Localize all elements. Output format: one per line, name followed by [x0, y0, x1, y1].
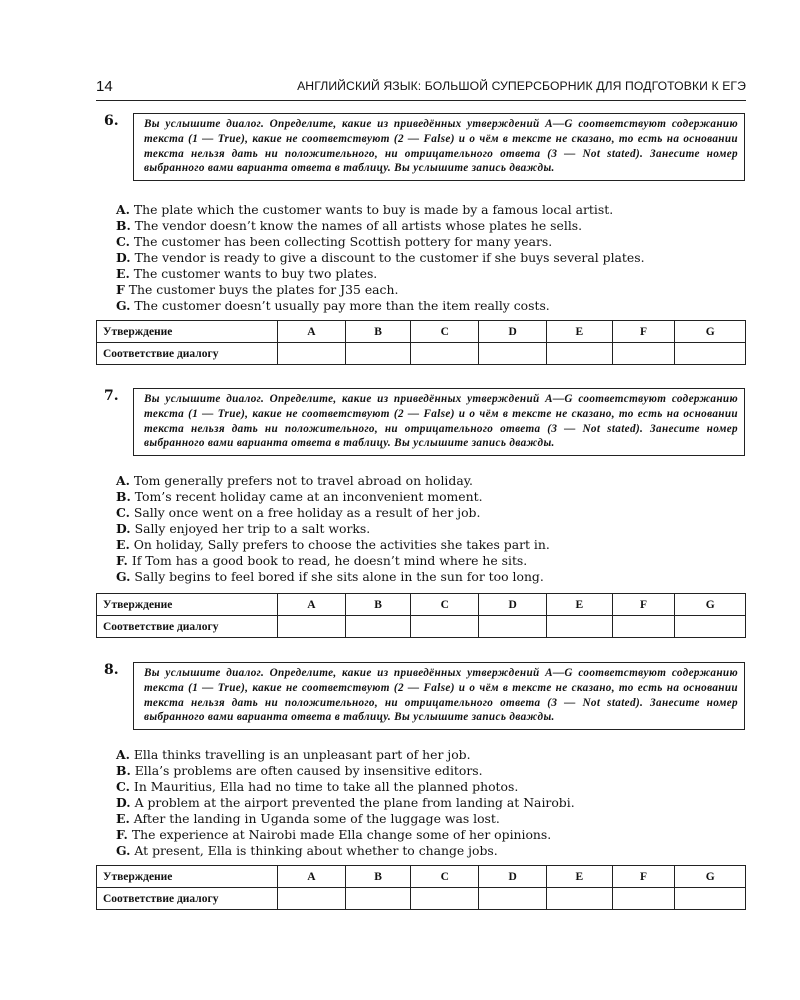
answer-cell[interactable]	[547, 616, 612, 638]
statement-item: C. Sally once went on a free holiday as a result of her job.	[116, 505, 481, 520]
statement-item: F. The experience at Nairobi made Ella change some of her opinions.	[116, 827, 552, 842]
task-instruction: Вы услышите диалог. Определите, какие из приведённых утверждений A—G соответствуют содержанию текста (1 — True), какие не соответствуют (2 — False) и о чём в тексте не сказано, то есть на основании текста нельзя дать ни положительного, ни отрицательного ответа (3 — Not stated). Занесите номер выбранного вами варианта ответа в таблицу. Вы услышите запись дважды.	[133, 113, 745, 181]
column-header: C	[411, 321, 479, 343]
answer-cell[interactable]	[345, 343, 410, 365]
answer-cell[interactable]	[547, 888, 612, 910]
statement-list	[116, 473, 550, 585]
answer-cell[interactable]	[479, 616, 547, 638]
statement-item: C. The customer has been collecting Scottish pottery for many years.	[116, 234, 553, 249]
statement-item: B. Ella’s problems are often caused by insensitive editors.	[116, 763, 483, 778]
column-header: B	[345, 594, 410, 616]
row-label: Соответствие диалогу	[97, 616, 278, 638]
answer-cell[interactable]	[612, 888, 675, 910]
row-label: Соответствие диалогу	[97, 888, 278, 910]
column-header: B	[345, 866, 410, 888]
statement-item: C. In Mauritius, Ella had no time to take all the planned photos.	[116, 779, 519, 794]
column-header: F	[612, 321, 675, 343]
row-label: Утверждение	[97, 594, 278, 616]
answer-cell[interactable]	[278, 343, 346, 365]
statement-item: D. A problem at the airport prevented the plane from landing at Nairobi.	[116, 795, 575, 810]
row-label: Утверждение	[97, 321, 278, 343]
answer-cell[interactable]	[612, 616, 675, 638]
page-number: 14	[96, 78, 113, 95]
column-header: C	[411, 594, 479, 616]
row-label: Соответствие диалогу	[97, 343, 278, 365]
answer-cell[interactable]	[345, 616, 410, 638]
statement-item: D. The vendor is ready to give a discount to the customer if she buys several plates.	[116, 250, 645, 265]
answer-cell[interactable]	[411, 616, 479, 638]
answer-cell[interactable]	[411, 343, 479, 365]
column-header: A	[278, 866, 346, 888]
statement-item: A. Ella thinks travelling is an unpleasant part of her job.	[116, 747, 471, 762]
answer-cell[interactable]	[612, 343, 675, 365]
statement-item: F. If Tom has a good book to read, he doesn’t mind where he sits.	[116, 553, 528, 568]
answer-table	[96, 865, 746, 910]
statement-item: D. Sally enjoyed her trip to a salt works.	[116, 521, 371, 536]
statement-item: G. Sally begins to feel bored if she sits alone in the sun for too long.	[116, 569, 544, 584]
column-header: A	[278, 321, 346, 343]
answer-cell[interactable]	[278, 888, 346, 910]
answer-cell[interactable]	[547, 343, 612, 365]
answer-cell[interactable]	[411, 888, 479, 910]
answer-cell[interactable]	[479, 888, 547, 910]
statement-item: A. The plate which the customer wants to buy is made by a famous local artist.	[116, 202, 614, 217]
answer-cell[interactable]	[675, 343, 746, 365]
answer-cell[interactable]	[675, 888, 746, 910]
statement-item: B. Tom’s recent holiday came at an inconvenient moment.	[116, 489, 483, 504]
statement-item: B. The vendor doesn’t know the names of all artists whose plates he sells.	[116, 218, 583, 233]
column-header: G	[675, 321, 746, 343]
column-header: D	[479, 321, 547, 343]
statement-item: G. At present, Ella is thinking about whether to change jobs.	[116, 843, 498, 858]
statement-item: F The customer buys the plates for J35 each.	[116, 282, 399, 297]
task-number: 7.	[104, 388, 119, 404]
column-header: C	[411, 866, 479, 888]
column-header: F	[612, 866, 675, 888]
answer-table	[96, 593, 746, 638]
statement-list	[116, 202, 645, 314]
page-header	[96, 78, 746, 101]
book-title: АНГЛИЙСКИЙ ЯЗЫК: БОЛЬШОЙ СУПЕРСБОРНИК ДЛЯ ПОДГОТОВКИ К ЕГЭ	[297, 79, 746, 93]
statement-item: E. The customer wants to buy two plates.	[116, 266, 378, 281]
statement-item: E. On holiday, Sally prefers to choose the activities she takes part in.	[116, 537, 550, 552]
answer-cell[interactable]	[479, 343, 547, 365]
task-number: 6.	[104, 113, 119, 129]
column-header: E	[547, 594, 612, 616]
statement-item: E. After the landing in Uganda some of the luggage was lost.	[116, 811, 500, 826]
column-header: E	[547, 866, 612, 888]
answer-table	[96, 320, 746, 365]
column-header: F	[612, 594, 675, 616]
column-header: E	[547, 321, 612, 343]
answer-cell[interactable]	[675, 616, 746, 638]
row-label: Утверждение	[97, 866, 278, 888]
task-instruction: Вы услышите диалог. Определите, какие из приведённых утверждений A—G соответствуют содержанию текста (1 — True), какие не соответствуют (2 — False) и о чём в тексте не сказано, то есть на основании текста нельзя дать ни положительного, ни отрицательного ответа (3 — Not stated). Занесите номер выбранного вами варианта ответа в таблицу. Вы услышите запись дважды.	[133, 662, 745, 730]
statement-item: G. The customer doesn’t usually pay more than the item really costs.	[116, 298, 550, 313]
statement-item: A. Tom generally prefers not to travel abroad on holiday.	[116, 473, 473, 488]
column-header: G	[675, 594, 746, 616]
column-header: D	[479, 594, 547, 616]
task-instruction: Вы услышите диалог. Определите, какие из приведённых утверждений A—G соответствуют содержанию текста (1 — True), какие не соответствуют (2 — False) и о чём в тексте не сказано, то есть на основании текста нельзя дать ни положительного, ни отрицательного ответа (3 — Not stated). Занесите номер выбранного вами варианта ответа в таблицу. Вы услышите запись дважды.	[133, 388, 745, 456]
column-header: A	[278, 594, 346, 616]
column-header: G	[675, 866, 746, 888]
column-header: B	[345, 321, 410, 343]
answer-cell[interactable]	[345, 888, 410, 910]
column-header: D	[479, 866, 547, 888]
statement-list	[116, 747, 575, 859]
answer-cell[interactable]	[278, 616, 346, 638]
task-number: 8.	[104, 662, 119, 678]
